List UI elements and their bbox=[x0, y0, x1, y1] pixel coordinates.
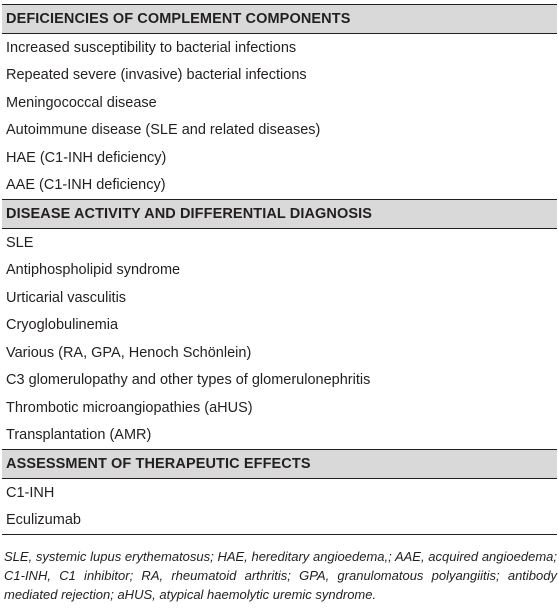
table-row: Various (RA, GPA, Henoch Schönlein) bbox=[6, 344, 252, 361]
table-row: Cryoglobulinemia bbox=[6, 317, 119, 334]
section-header-deficiencies: DEFICIENCIES OF COMPLEMENT COMPONENTS bbox=[2, 5, 557, 34]
indications-table bbox=[2, 4, 557, 535]
table-row: SLE bbox=[6, 234, 34, 251]
table-row: Repeated severe (invasive) bacterial infections bbox=[6, 67, 307, 84]
table-row: C3 glomerulopathy and other types of glomerulonephritis bbox=[6, 372, 371, 389]
table-footnote: SLE, systemic lupus erythematosus; HAE, hereditary angioedema,; AAE, acquired angioedema; C1-INH, C1 inhibitor; RA, rheumatoid arthritis; GPA, granulomatous polyangiitis; antibody mediated rejection; aHUS, atypical haemolytic uremic syndrome. bbox=[4, 549, 557, 602]
table-row: HAE (C1-INH deficiency) bbox=[6, 149, 167, 166]
table-row: Antiphospholipid syndrome bbox=[6, 262, 181, 279]
table-bottom-rule bbox=[2, 534, 557, 535]
table-row: Eculizumab bbox=[6, 512, 81, 529]
section-header-disease-activity: DISEASE ACTIVITY AND DIFFERENTIAL DIAGNOSIS bbox=[2, 199, 557, 229]
table-row: Thrombotic microangiopathies (aHUS) bbox=[6, 399, 253, 416]
table-row: Increased susceptibility to bacterial infections bbox=[6, 39, 297, 56]
table-row: Urticarial vasculitis bbox=[6, 289, 127, 306]
table-row: Meningococcal disease bbox=[6, 94, 157, 111]
table-row: Autoimmune disease (SLE and related diseases) bbox=[6, 122, 321, 139]
table-row: C1-INH bbox=[6, 484, 55, 501]
table-row: Transplantation (AMR) bbox=[6, 427, 152, 444]
table-row: AAE (C1-INH deficiency) bbox=[6, 177, 166, 194]
section-header-therapeutic-effects: ASSESSMENT OF THERAPEUTIC EFFECTS bbox=[2, 449, 557, 479]
